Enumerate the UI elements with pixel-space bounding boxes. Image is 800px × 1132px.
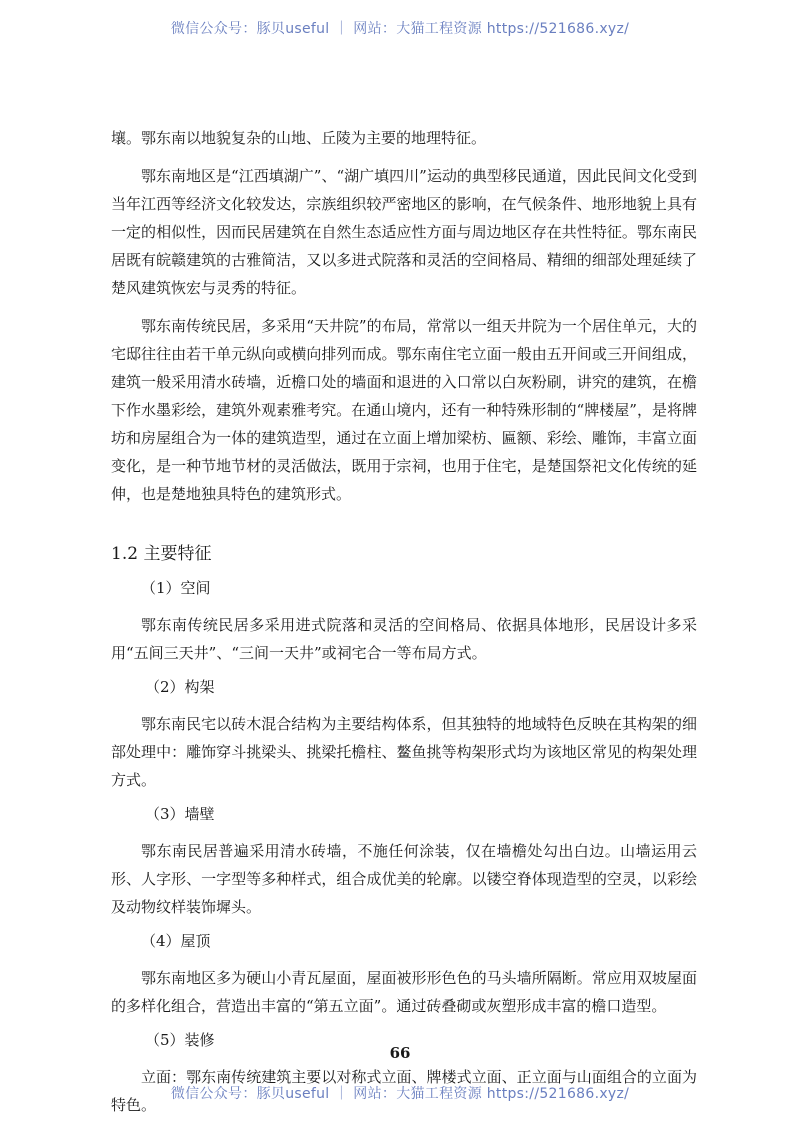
- paragraph-continued: 壤。鄂东南以地貌复杂的山地、丘陵为主要的地理特征。: [111, 129, 487, 147]
- paragraph-decoration: 立面：鄂东南传统建筑主要以对称式立面、牌楼式立面、正立面与山面组合的立面为特色。: [111, 1068, 697, 1114]
- subheading-wall: （3）墙壁: [145, 805, 215, 823]
- paragraph-frame: 鄂东南民宅以砖木混合结构为主要结构体系，但其独特的地域特色反映在其构架的细部处理中：雕饰穿斗挑梁头、挑梁托檐柱、鳌鱼挑等构架形式均为该地区常见的构架处理方式。: [111, 715, 697, 789]
- paragraph-wall: 鄂东南民居普遍采用清水砖墙，不施任何涂装，仅在墙檐处勾出白边。山墙运用云形、人字形、一字型等多种样式，组合成优美的轮廓。以镂空脊体现造型的空灵，以彩绘及动物纹样装饰墀头。: [111, 842, 697, 916]
- page-number: 66: [389, 1044, 411, 1062]
- watermark-bottom: 微信公众号：豚贝useful ｜ 网站：大猫工程资源 https://521686.xyz/: [170, 1086, 630, 1102]
- subheading-decoration: （5）装修: [145, 1031, 215, 1049]
- section-heading: 1.2 主要特征: [111, 544, 212, 564]
- paragraph-space: 鄂东南传统民居多采用进式院落和灵活的空间格局、依据具体地形，民居设计多采用“五间三天井”、“三间一天井”或祠宅合一等布局方式。: [111, 616, 697, 662]
- paragraph-roof: 鄂东南地区多为硬山小青瓦屋面，屋面被形形色色的马头墙所隔断。常应用双坡屋面的多样化组合，营造出丰富的“第五立面”。通过砖叠砌或灰塑形成丰富的檐口造型。: [111, 969, 697, 1015]
- subheading-roof: （4）屋顶: [141, 932, 211, 950]
- subheading-frame: （2）构架: [145, 678, 215, 696]
- paragraph-courtyard: 鄂东南传统民居，多采用“天井院”的布局，常常以一组天井院为一个居住单元，大的宅邸往往由若干单元纵向或横向排列而成。鄂东南住宅立面一般由五开间或三开间组成，建筑一般采用清水砖墙，近檐口处的墙面和退进的入口常以白灰粉刷，讲究的建筑，在檐下作水墨彩绘，建筑外观素雅考究。在通山境内，还有一种特殊形制的“牌楼屋”，是将牌坊和房屋组合为一体的建筑造型，通过在立面上增加梁枋、匾额、彩绘、雕饰，丰富立面变化，是一种节地节材的灵活做法，既用于宗祠，也用于住宅，是楚国祭祀文化传统的延伸，也是楚地独具特色的建筑形式。: [111, 317, 697, 503]
- paragraph-migration: 鄂东南地区是“江西填湖广”、“湖广填四川”运动的典型移民通道，因此民间文化受到当年江西等经济文化较发达，宗族组织较严密地区的影响，在气候条件、地形地貌上具有一定的相似性，因而民居建筑在自然生态适应性方面与周边地区存在共性特征。鄂东南民居既有皖赣建筑的古雅简洁，又以多进式院落和灵活的空间格局、精细的细部处理延续了楚风建筑恢宏与灵秀的特征。: [111, 167, 697, 297]
- watermark-top: 微信公众号：豚贝useful ｜ 网站：大猫工程资源 https://521686.xyz/: [170, 21, 630, 37]
- document-body: [111, 124, 697, 1119]
- subheading-space: （1）空间: [141, 579, 211, 597]
